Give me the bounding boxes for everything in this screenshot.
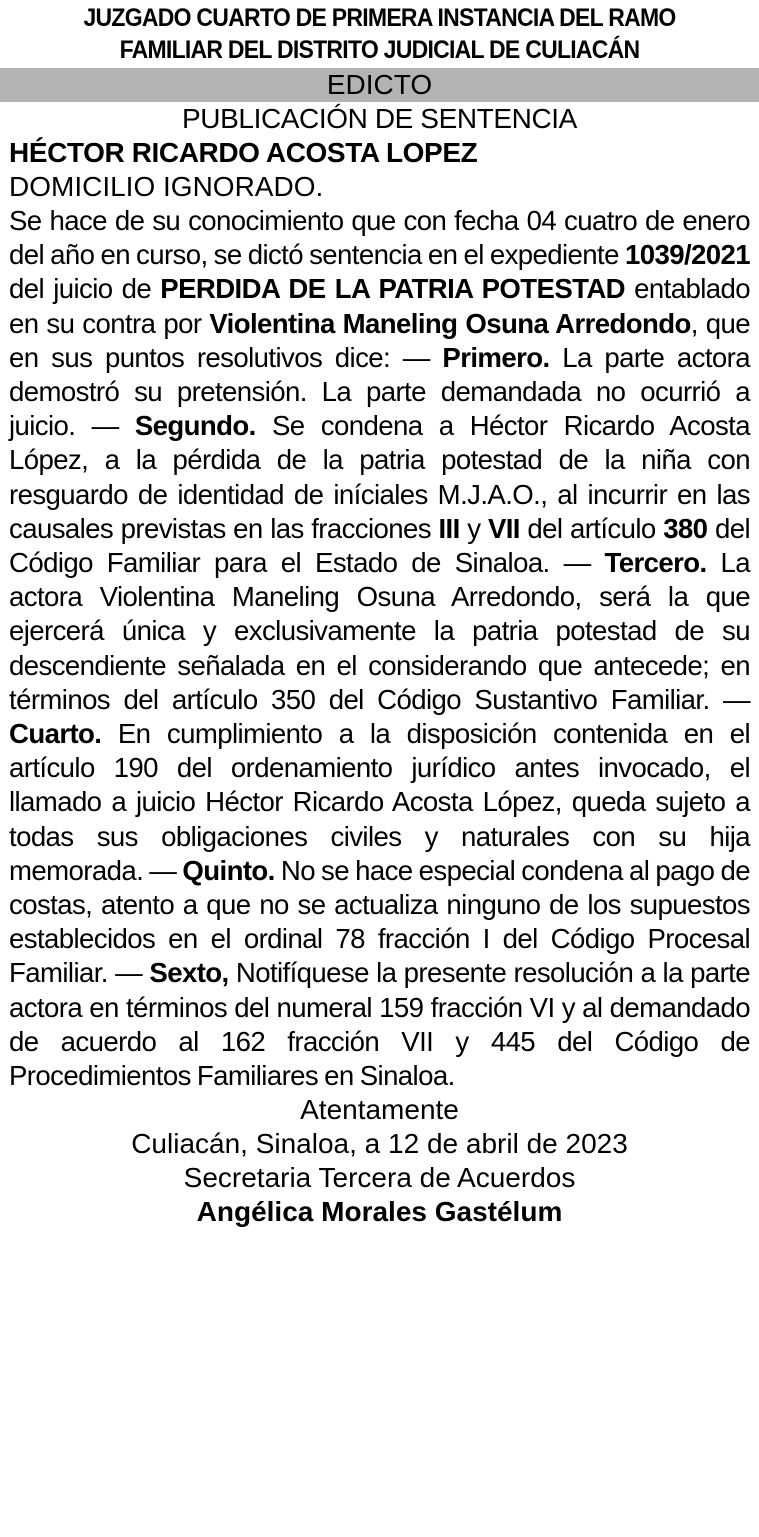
article-number: 380: [663, 512, 708, 544]
closing-salutation: Atentamente: [300, 1094, 459, 1126]
point-text-second: Se condena a Héctor Ricardo Acosta López, a la pérdida de la patria potestad de la niña con resguardo de identidad de iníciales M.J.A.O., al incurrir en las causales previstas en las fracciones: [9, 410, 750, 544]
body-text: del juicio de: [9, 273, 161, 305]
body-text: entablado en su contra por: [9, 273, 750, 339]
case-number: 1039/2021: [624, 239, 750, 271]
body-text: Se hace de su conocimiento que con fecha 04 cuatro de enero del año en curso, se dictó sentencia en el expediente: [9, 205, 750, 271]
point-label-fourth: Cuarto.: [9, 718, 102, 750]
closing-signer: Angélica Morales Gastélum: [196, 1196, 563, 1228]
sentence-body: [9, 204, 750, 1093]
court-line-1: JUZGADO CUARTO DE PRIMERA INSTANCIA DEL RAMO: [83, 4, 676, 32]
body-text: del artículo: [519, 512, 664, 544]
addressee-domicile: DOMICILIO IGNORADO.: [9, 171, 324, 202]
point-text-first: La parte actora demostró su pretensión. La parte demandada no ocurrió a juicio. —: [9, 341, 750, 442]
court-line-2: FAMILIAR DEL DISTRITO JUDICIAL DE CULIACÁN: [119, 36, 640, 64]
fraction-seven: VII: [487, 512, 520, 544]
plaintiff-name: Violentina Maneling Osuna Arredondo: [209, 307, 691, 339]
point-label-fifth: Quinto.: [182, 854, 275, 886]
body-text: , que en sus puntos resolutivos dice: —: [9, 307, 750, 373]
point-text-fifth: No se hace especial condena al pago de costas, atento a que no se actualiza ninguno de los supuestos establecidos en el ordinal 78 fracción I del Código Procesal Familiar. —: [9, 854, 750, 989]
body-text: y: [459, 512, 488, 544]
closing-position: Secretaria Tercera de Acuerdos: [183, 1162, 576, 1194]
addressee-name: HÉCTOR RICARDO ACOSTA LOPEZ: [9, 137, 478, 168]
edict-page: [0, 2, 759, 1537]
closing-block: [9, 1093, 750, 1229]
point-text-fourth: En cumplimiento a la disposición contenida en el artículo 190 del ordenamiento jurídico antes invocado, el llamado a juicio Héctor Ricardo Acosta López, queda sujeto a todas sus obligaciones civiles y naturales con su hija memorada. —: [9, 718, 750, 886]
point-label-third: Tercero.: [604, 547, 707, 579]
notice-type-bar: EDICTO: [0, 68, 759, 102]
closing-place-date: Culiacán, Sinaloa, a 12 de abril de 2023: [131, 1128, 628, 1160]
fraction-three: III: [438, 512, 460, 544]
case-type: PERDIDA DE LA PATRIA POTESTAD: [160, 273, 625, 305]
court-heading: [39, 2, 721, 66]
point-label-second: Segundo.: [134, 410, 256, 442]
point-text-sixth: Notifíquese la presente resolución a la parte actora en términos del numeral 159 fracción VI y al demandado de acuerdo al 162 fracción VII y 445 del Código de Procedimientos Familiares en Sinaloa.: [9, 957, 750, 1092]
point-text-third: La actora Violentina Maneling Osuna Arredondo, será la que ejercerá única y exclusivamente la patria potestad de su descendiente señalada en el considerando que antecede; en términos del artículo 350 del Código Sustantivo Familiar. —: [9, 547, 750, 715]
point-label-sixth: Sexto,: [149, 957, 229, 989]
body-text: del Código Familiar para el Estado de Sinaloa. —: [9, 512, 750, 579]
point-label-first: Primero.: [442, 341, 550, 373]
notice-subtitle: PUBLICACIÓN DE SENTENCIA: [182, 103, 577, 134]
